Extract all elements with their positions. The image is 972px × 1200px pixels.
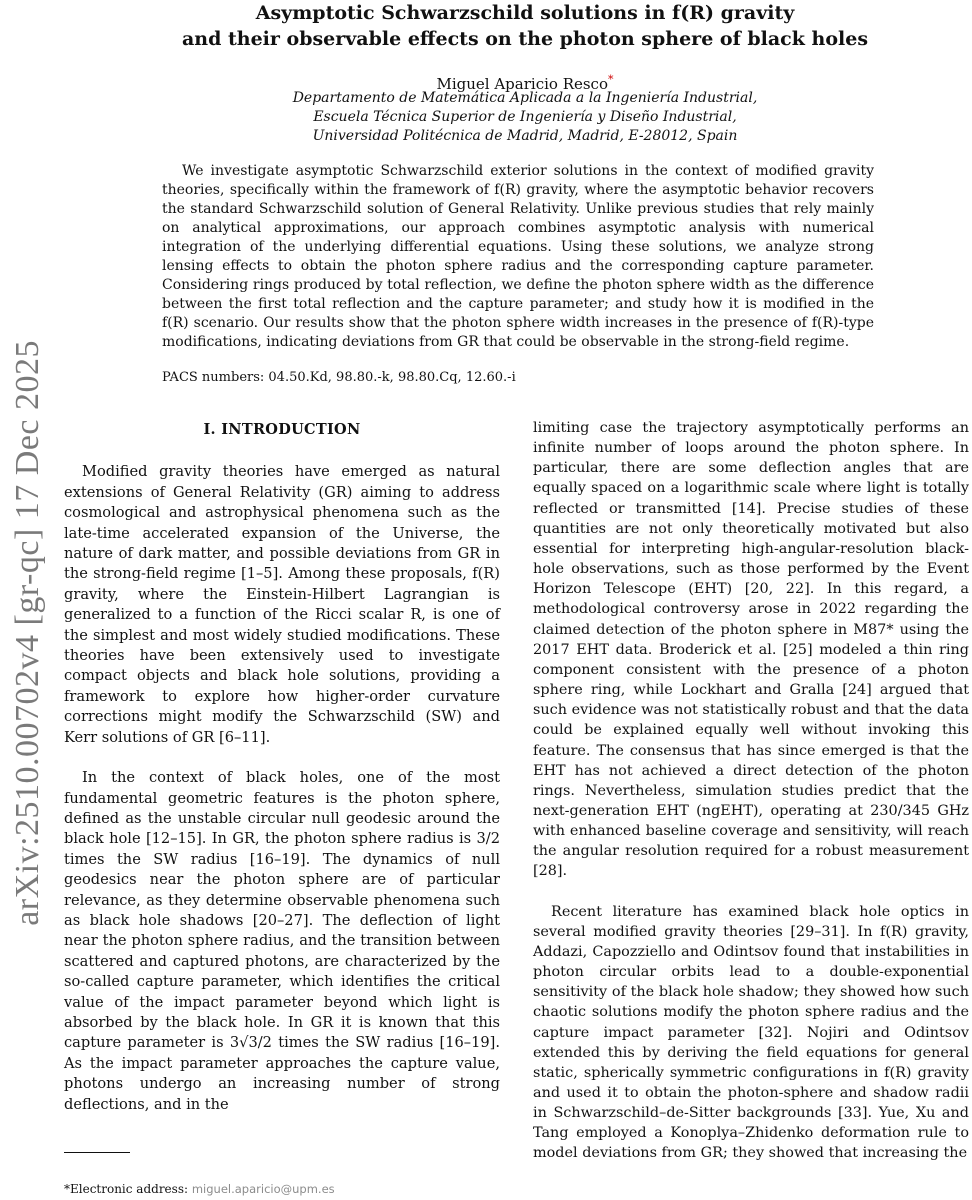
intro-paragraph-3: Recent literature has examined black hole optics in several modified gravity theories [29–31]. In f(R) gravity, Addazi, Capozziello and Odintsov found that instabilities in photon circular orbits lead to a double-exponential sensitivity of the black hole shadow; they showed how such chaotic solutions modify the photon sphere radius and the capture impact parameter [32]. Nojiri and Odintsov extended this by deriving the field equations for general static, spherically symmetric configurations in f(R) gravity and used it to obtain the photon-sphere and shadow radii in Schwarzschild–de-Sitter backgrounds [33]. Yue, Xu and Tang employed a Konoplya–Zhidenko deformation rule to model deviations from GR; they showed that increasing the <box>533 903 969 1162</box>
affiliation-line-2: Escuela Técnica Superior de Ingeniería y Diseño Industrial, <box>313 109 737 125</box>
intro-paragraph-1: Modified gravity theories have emerged as natural extensions of General Relativity (GR) aiming to address cosmological and astrophysical phenomena such as the late-time accelerated expansion of the Universe, the nature of dark matter, and possible deviations from GR in the strong-field regime [1–5]. Among these proposals, f(R) gravity, where the Einstein-Hilbert Lagrangian is generalized to a function of the Ricci scalar R, is one of the simplest and most widely studied modifications. These theories have been extensively used to investigate compact objects and black hole solutions, providing a framework to explore how higher-order curvature corrections might modify the Schwarzschild (SW) and Kerr solutions of GR [6–11]. <box>64 463 500 746</box>
paper-title <box>130 0 920 52</box>
footnote-rule <box>64 1152 130 1153</box>
title-line-1: Asymptotic Schwarzschild solutions in f(R) gravity <box>255 2 795 24</box>
intro-paragraph-2-continued: limiting case the trajectory asymptotically performs an infinite number of loops around the photon sphere. In particular, there are some deflection angles that are equally spaced on a logarithmic scale where light is totally reflected or transmitted [14]. Precise studies of these quantities are not only theoretically motivated but also essential for interpreting high-angular-resolution black-hole observations, such as those performed by the Event Horizon Telescope (EHT) [20, 22]. In this regard, a methodological controversy arose in 2022 regarding the claimed detection of the photon sphere in M87* using the 2017 EHT data. Broderick et al. [25] modeled a thin ring component consistent with the presence of a photon sphere ring, while Lockhart and Gralla [24] argued that such evidence was not statistically robust and that the data could be explained equally well without invoking this feature. The consensus that has since emerged is that the EHT has not achieved a direct detection of the photon rings. Nevertheless, simulation studies predict that the next-generation EHT (ngEHT), operating at 230/345 GHz with enhanced baseline coverage and sensitivity, will reach the angular resolution required for a robust measurement [28]. <box>533 420 969 880</box>
author-email-link[interactable]: miguel.aparicio@upm.es <box>191 1182 335 1196</box>
title-line-2: and their observable effects on the photon sphere of black holes <box>181 28 869 50</box>
author-name: Miguel Aparicio Resco <box>436 75 608 93</box>
footnote <box>64 1182 335 1196</box>
affiliation <box>130 89 920 146</box>
section-heading: I. INTRODUCTION <box>203 421 361 438</box>
right-column <box>533 418 969 1184</box>
abstract <box>162 162 874 352</box>
affiliation-line-3: Universidad Politécnica de Madrid, Madrid, E-28012, Spain <box>312 128 738 144</box>
pacs-numbers: PACS numbers: 04.50.Kd, 98.80.-k, 98.80.Cq, 12.60.-i <box>162 370 516 385</box>
author-footnote-mark[interactable]: * <box>608 73 614 86</box>
arxiv-identifier: arXiv:2510.00702v4 [gr-qc] 17 Dec 2025 <box>9 340 46 926</box>
abstract-text: We investigate asymptotic Schwarzschild exterior solutions in the context of modified gravity theories, specifically within the framework of f(R) gravity, where the asymptotic behavior recovers the standard Schwarzschild solution of General Relativity. Unlike previous studies that rely mainly on analytical approximations, our approach combines asymptotic analysis with numerical integration of the underlying differential equations. Using these solutions, we analyze strong lensing effects to obtain the photon sphere radius and the corresponding capture parameter. Considering rings produced by total reflection, we define the photon sphere width as the difference between the first total reflection and the capture parameter; and study how it is modified in the f(R) scenario. Our results show that the photon sphere width increases in the presence of f(R)-type modifications, indicating deviations from GR that could be observable in the strong-field regime. <box>162 163 874 350</box>
intro-paragraph-2: In the context of black holes, one of the most fundamental geometric features is the photon sphere, defined as the unstable circular null geodesic around the black hole [12–15]. In GR, the photon sphere radius is 3/2 times the SW radius [16–19]. The dynamics of null geodesics near the photon sphere are of particular relevance, as they determine observable phenomena such as black hole shadows [20–27]. The deflection of light near the photon sphere radius, and the transition between scattered and captured photons, are characterized by the so-called capture parameter, which identifies the critical value of the impact parameter beyond which light is absorbed by the black hole. In GR it is known that this capture parameter is 3√3/2 times the SW radius [16–19]. As the impact parameter approaches the capture value, photons undergo an increasing number of strong deflections, and in the <box>64 769 500 1113</box>
arxiv-sidebar <box>0 340 56 926</box>
affiliation-line-1: Departamento de Matemática Aplicada a la Ingeniería Industrial, <box>292 90 758 106</box>
footnote-label: *Electronic address: <box>64 1182 192 1196</box>
left-column <box>64 420 500 1135</box>
